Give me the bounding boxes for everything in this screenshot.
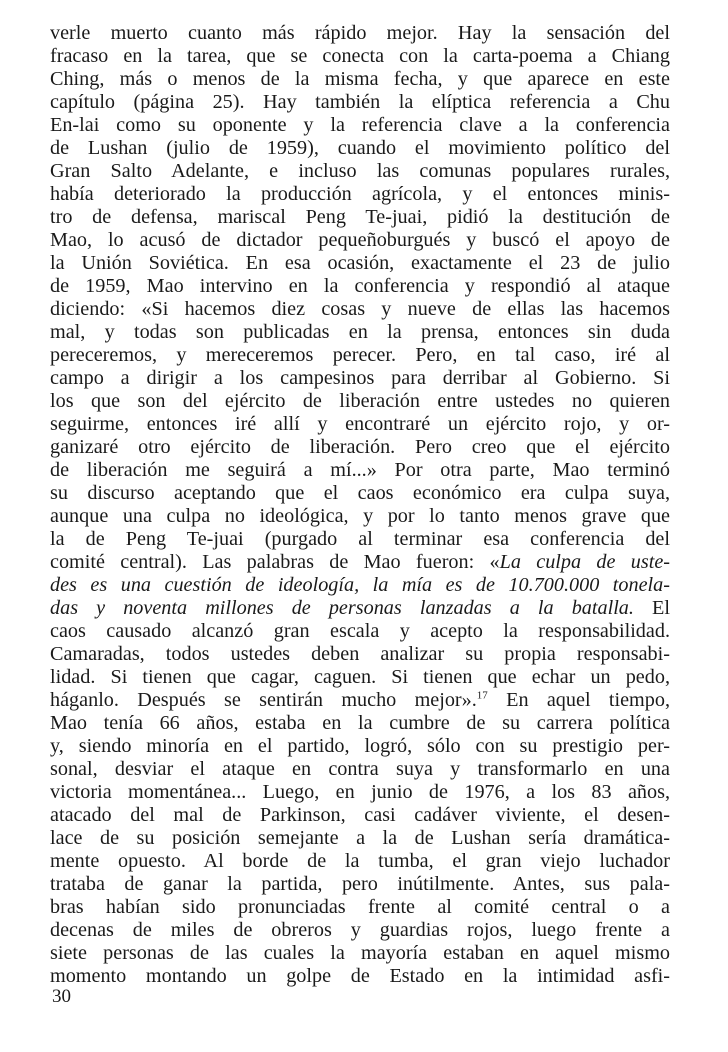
text-line: de 1959, Mao intervino en la conferencia y respondió al ataque — [50, 275, 670, 297]
quote-italic: La culpa de uste- — [499, 551, 670, 573]
text-line-mixed — [50, 551, 670, 574]
text-line: caos causado alcanzó gran escala y acepto la responsabilidad. — [50, 620, 670, 642]
text-line: seguirme, entonces iré allí y encontraré un ejército rojo, y or- — [50, 413, 670, 435]
text-line: campo a dirigir a los campesinos para derribar al Gobierno. Si — [50, 367, 670, 389]
text-line-italic — [50, 574, 670, 597]
text-line: diciendo: «Si hacemos diez cosas y nueve de ellas las hacemos — [50, 298, 670, 320]
text-line: bras habían sido pronunciadas frente al comité central o a — [50, 896, 670, 918]
text-line: capítulo (página 25). Hay también la elíptica referencia a Chu — [50, 91, 670, 113]
text-line: los que son del ejército de liberación entre ustedes no quieren — [50, 390, 670, 412]
text-line: siete personas de las cuales la mayoría estaban en aquel mismo — [50, 942, 670, 964]
text-line: verle muerto cuanto más rápido mejor. Hay la sensación del — [50, 22, 670, 44]
text-line: la Unión Soviética. En esa ocasión, exactamente el 23 de julio — [50, 252, 670, 274]
text-line: Mao tenía 66 años, estaba en la cumbre de su carrera política — [50, 712, 670, 734]
quote-italic: des es una cuestión de ideología, la mía es de 10.700.000 tonela- — [50, 574, 670, 596]
text-segment: El — [633, 597, 670, 619]
text-line-mixed — [50, 597, 670, 620]
text-line: Ching, más o menos de la misma fecha, y que aparece en este — [50, 68, 670, 90]
text-line: la de Peng Te-juai (purgado al terminar esa conferencia del — [50, 528, 670, 550]
text-segment: En aquel tiempo, — [487, 689, 670, 711]
text-line: pereceremos, y mereceremos perecer. Pero, en tal caso, iré al — [50, 344, 670, 366]
text-line: Gran Salto Adelante, e incluso las comunas populares rurales, — [50, 160, 670, 182]
text-line: trataba de ganar la partida, pero inútilmente. Antes, sus pala- — [50, 873, 670, 895]
text-line: lidad. Si tienen que cagar, caguen. Si tienen que echar un pedo, — [50, 666, 670, 688]
text-line: fracaso en la tarea, que se conecta con la carta-poema a Chiang — [50, 45, 670, 67]
text-line: Camaradas, todos ustedes deben analizar su propia responsabi- — [50, 643, 670, 665]
text-line: momento montando un golpe de Estado en la intimidad asfi- — [50, 965, 670, 987]
quote-italic: das y noventa millones de personas lanzadas a la batalla. — [50, 597, 634, 619]
text-line-mixed — [50, 689, 670, 712]
text-line: lace de su posición semejante a la de Lushan sería dramática- — [50, 827, 670, 849]
text-line: decenas de miles de obreros y guardias rojos, luego frente a — [50, 919, 670, 941]
text-line: de liberación me seguirá a mí...» Por otra parte, Mao terminó — [50, 459, 670, 481]
footnote-marker: 17 — [476, 689, 488, 702]
text-line: su discurso aceptando que el caos económico era culpa suya, — [50, 482, 670, 504]
text-line: de Lushan (julio de 1959), cuando el movimiento político del — [50, 137, 670, 159]
text-line: y, siendo minoría en el partido, logró, sólo con su prestigio per- — [50, 735, 670, 757]
text-line: aunque una culpa no ideológica, y por lo tanto menos grave que — [50, 505, 670, 527]
text-line: En-lai como su oponente y la referencia clave a la conferencia — [50, 114, 670, 136]
text-line: había deteriorado la producción agrícola, y el entonces minis- — [50, 183, 670, 205]
text-line: tro de defensa, mariscal Peng Te-juai, pidió la destitución de — [50, 206, 670, 228]
text-line: mente opuesto. Al borde de la tumba, el gran viejo luchador — [50, 850, 670, 872]
body-text — [50, 22, 670, 988]
text-line: Mao, lo acusó de dictador pequeñoburgués y buscó el apoyo de — [50, 229, 670, 251]
text-line: sonal, desviar el ataque en contra suya y transformarlo en una — [50, 758, 670, 780]
text-line: victoria momentánea... Luego, en junio de 1976, a los 83 años, — [50, 781, 670, 803]
text-segment: comité central). Las palabras de Mao fueron: « — [50, 551, 500, 573]
page-number: 30 — [52, 986, 71, 1007]
text-line: ganizaré otro ejército de liberación. Pero creo que el ejército — [50, 436, 670, 458]
text-line: atacado del mal de Parkinson, casi cadáver viviente, el desen- — [50, 804, 670, 826]
text-line: mal, y todas son publicadas en la prensa, entonces sin duda — [50, 321, 670, 343]
text-segment: háganlo. Después se sentirán mucho mejor». — [50, 689, 477, 711]
